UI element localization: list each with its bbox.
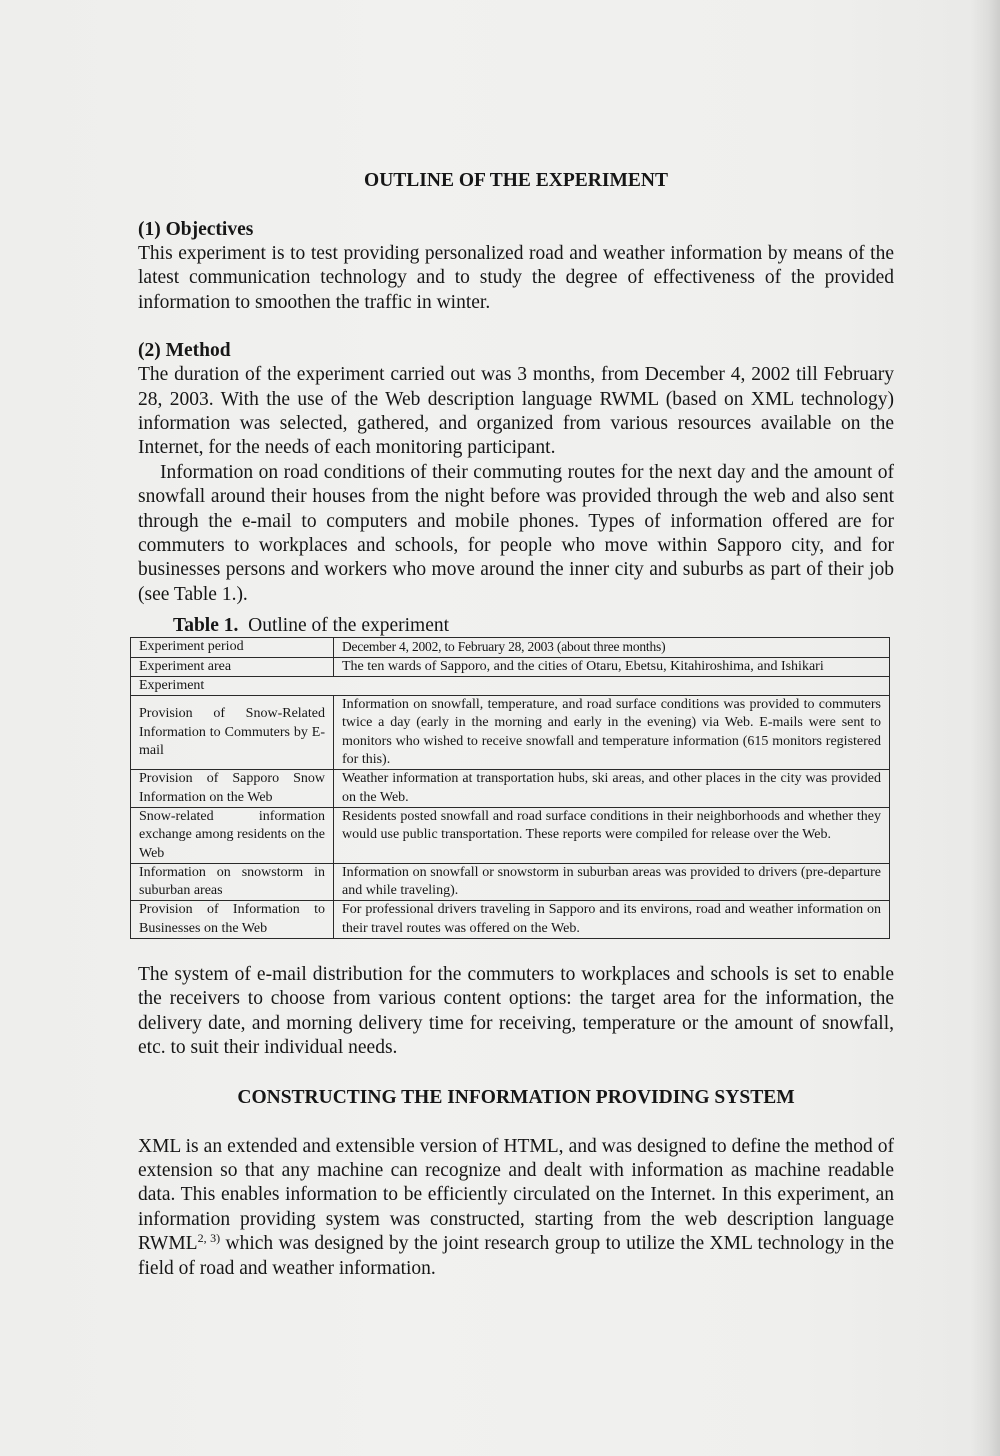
method-heading: (2) Method [138,340,231,362]
experiment-section-label: Experiment [131,676,890,695]
page-content [138,168,894,1281]
row-value: Information on snowfall or snowstorm in suburban areas was provided to drivers (pre-departure and while traveling). [334,863,890,901]
area-label: Experiment area [131,657,334,676]
area-value: The ten wards of Sapporo, and the cities of Otaru, Ebetsu, Kitahiroshima, and Ishikari [334,657,890,676]
table-row [131,770,890,808]
outline-heading: OUTLINE OF THE EXPERIMENT [364,170,668,191]
table-row [131,657,890,676]
table-row [131,901,890,939]
objectives-heading: (1) Objectives [138,219,254,240]
method-paragraph-2: Information on road conditions of their commuting routes for the next day and the amount of snowfall around their houses from the night before was provided through the web and also sent through the e-mail to computers and mobile phones. Types of information offered are for commuters to workplaces and schools, for people who move within Sapporo city, and for businesses persons and workers who move around the inner city and suburbs as part of their job (see Table 1.). [138,461,894,605]
method-paragraph-1: The duration of the experiment carried out was 3 months, from December 4, 2002 till February 28, 2003. With the use of the Web description language RWML (based on XML technology) information was selected, gathered, and organized from various resources available on the Internet, for the needs of each monitoring participant. [138,364,894,459]
constructing-text: XML is an extended and extensible version of HTML, and was designed to define the method of extension so that any machine can recognize and dealt with information as machine readable data. This enables information to be efficiently circulated on the Internet. In this experiment, an information providing system was constructed, starting from the web description language RWML [138,1135,894,1255]
constructing-heading: CONSTRUCTING THE INFORMATION PROVIDING SYSTEM [237,1086,795,1108]
row-label: Information on snowstorm in suburban areas [131,863,334,901]
period-label: Experiment period [131,638,334,657]
page-edge-shadow [970,0,1000,1456]
experiment-outline-table [130,637,890,939]
period-value: December 4, 2002, to February 28, 2003 (about three months) [334,638,890,657]
table-row [131,696,890,770]
table-row [131,676,890,695]
constructing-paragraph [138,1135,894,1281]
row-label: Provision of Sapporo Snow Information on the Web [131,770,334,808]
email-system-paragraph: The system of e-mail distribution for the commuters to workplaces and schools is set to enable the receivers to choose from various content options: the target area for the information, the delivery date, and morning delivery time for receiving, temperature or the amount of snowfall, etc. to suit their individual needs. [138,964,894,1059]
reference-superscript: 2, 3) [197,1231,221,1246]
row-value: Residents posted snowfall and road surface conditions in their neighborhoods and whether they would use public transportation. These reports were compiled for release over the Web. [334,807,890,863]
objectives-paragraph: This experiment is to test providing personalized road and weather information by means of the latest communication technology and to study the degree of effectiveness of the provided information to smoothen the traffic in winter. [138,243,894,313]
table-caption [173,615,894,637]
row-label: Provision of Snow-Related Information to Commuters by E-mail [131,696,334,770]
table-caption-label: Table 1. [173,615,239,637]
table-caption-text: Outline of the experiment [248,615,450,637]
constructing-text-end: which was designed by the joint research group to utilize the XML technology in the field of road and weather information. [138,1233,894,1279]
row-value: Weather information at transportation hubs, ski areas, and other places in the city was provided on the Web. [334,770,890,808]
row-value: Information on snowfall, temperature, and road surface conditions was provided to commuters twice a day (early in the morning and early in the evening) via Web. E-mails were sent to monitors who wished to receive snowfall and temperature information (615 monitors registered for this). [334,696,890,770]
row-label: Provision of Information to Businesses on the Web [131,901,334,939]
table-row [131,807,890,863]
table-row [131,638,890,657]
row-label: Snow-related information exchange among residents on the Web [131,807,334,863]
row-value: For professional drivers traveling in Sapporo and its environs, road and weather information on their travel routes was offered on the Web. [334,901,890,939]
table-row [131,863,890,901]
